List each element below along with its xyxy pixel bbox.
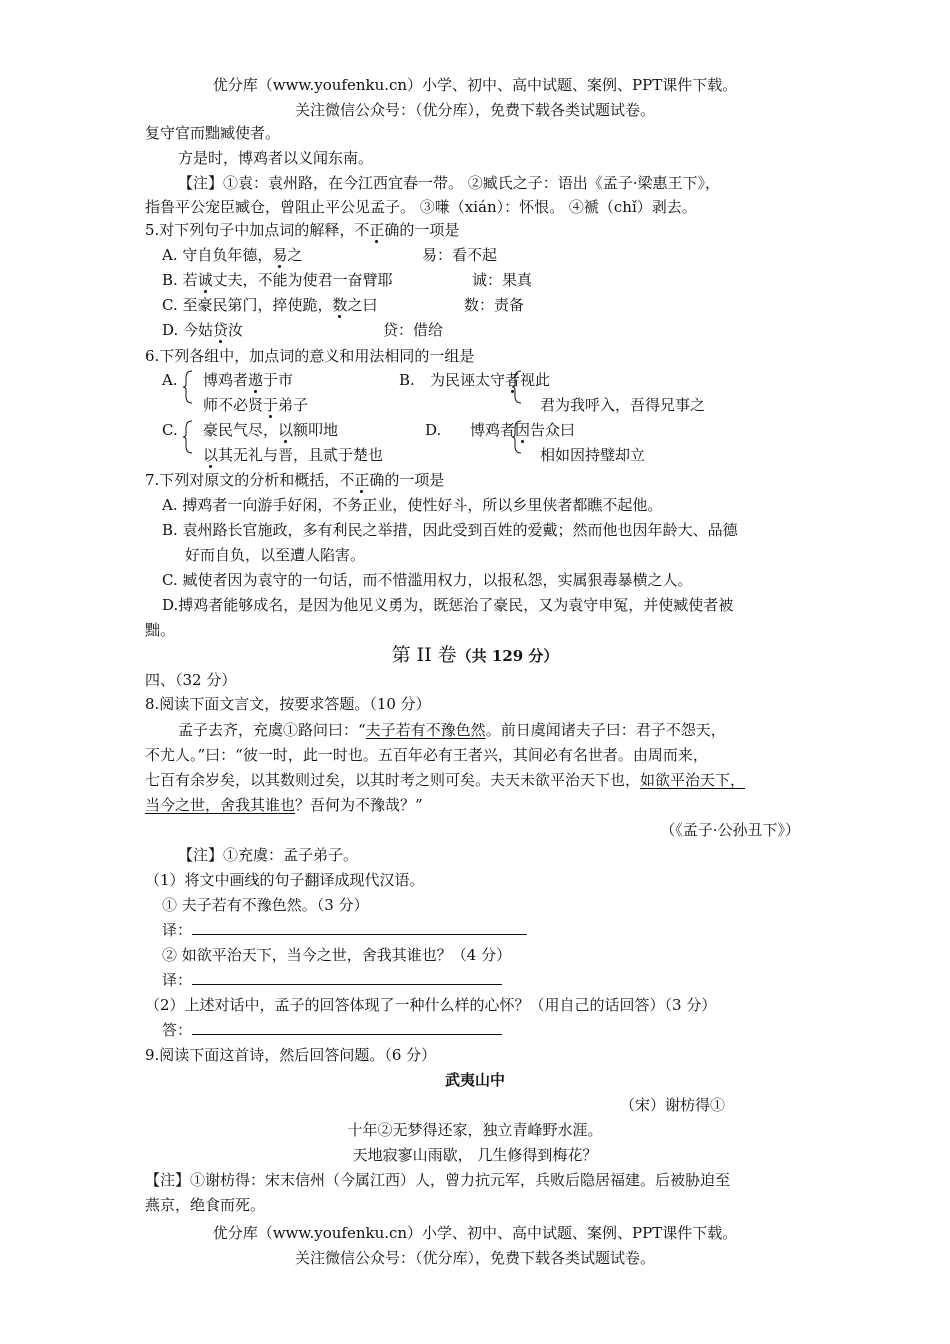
q7-option-d-cont: 黜。 [145, 621, 176, 639]
dotted-word: 数 [332, 296, 348, 314]
underlined-sentence: 如欲平治天下， [640, 771, 746, 789]
dotted-word: 于 [263, 396, 279, 414]
dotted-word: 遨 [248, 371, 264, 389]
dotted-word: 贷 [213, 321, 229, 339]
option-text: 博鸡者 [470, 421, 516, 439]
option-text: 额叩地 [293, 421, 339, 439]
passage-text: 。前日虞闻诸夫子曰：君子不怨天， [485, 721, 726, 739]
passage-line: 复守官而黜臧使者。 [145, 124, 281, 142]
dotted-word: 以 [278, 421, 294, 439]
q6-option-c-line1 [203, 420, 338, 440]
option-text: 师不必贤 [203, 396, 264, 414]
option-text: 丈夫，不能为使君一奋臂耶 [212, 271, 393, 289]
q8-sub2: （2）上述对话中，孟子的回答体现了一种什么样的心怀？（用自己的话回答）（3 分） [145, 996, 717, 1014]
q5-option-c-explanation: 数：责备 [464, 296, 525, 314]
q6-option-c-label: C. [162, 421, 178, 439]
q6-option-b-line2: 君为我呼入，吾得兄事之 [540, 396, 706, 414]
q6-option-b-label: B. [399, 371, 415, 389]
q8-source: （《孟子·公孙丑下》） [660, 821, 800, 839]
q7-stem-text: 7.下列对原文的分析和概括， [145, 471, 340, 489]
passage-line: 方是时，博鸡者以义闻东南。 [178, 149, 374, 167]
dotted-word: 诚 [197, 271, 213, 289]
q5-stem [145, 220, 459, 240]
dotted-word: 因 [515, 421, 531, 439]
answer-blank[interactable] [192, 970, 502, 985]
option-text: 博鸡者 [203, 371, 249, 389]
q5-option-b-explanation: 诚：果真 [472, 271, 533, 289]
q7-emphasis: 不正确 [339, 471, 385, 489]
q6-option-a-label: A. [162, 371, 178, 389]
option-text: 之 [287, 246, 303, 264]
option-text: 其无礼与晋，且贰于楚也 [218, 446, 384, 464]
q8-passage-line [145, 770, 745, 790]
passage-note: 指鲁平公宠臣臧仓，曾阻止平公见孟子。 ③嗛（xián）：怀恨。 ④褫（chǐ）剥去。 [145, 198, 697, 216]
answer-label: 答： [162, 1021, 193, 1039]
q8-answer-row [162, 1020, 502, 1040]
part2-heading [0, 645, 950, 666]
q6-option-d-line1 [470, 420, 575, 440]
q7-option-d: D.搏鸡者能够成名，是因为他见义勇为，既惩治了豪民，又为袁守申冤，并使臧使者被 [162, 596, 734, 614]
q8-answer-row [162, 920, 527, 940]
q7-stem-text: 的一项是 [384, 471, 445, 489]
dotted-word: 以 [203, 446, 219, 464]
q8-note: 【注】①充虞：孟子弟子。 [178, 846, 359, 864]
q9-stem: 9.阅读下面这首诗，然后回答问题。（6 分） [145, 1046, 437, 1064]
option-text: C. 至豪民第门，捽使跪， [162, 296, 333, 314]
section-four-heading: 四、（32 分） [145, 671, 237, 689]
option-text: 弟子 [278, 396, 309, 414]
q5-emphasis: 不正确 [354, 221, 400, 239]
brace-icon [512, 370, 522, 404]
passage-text: 孟子去齐，充虞①路问曰：“ [178, 721, 366, 739]
option-text: 之曰 [347, 296, 378, 314]
option-text: 为民诬太守 [430, 371, 506, 389]
q7-option-b: B. 袁州路长官施政，多有利民之举措，因此受到百姓的爱戴；然而他也因年龄大、品德 [162, 521, 738, 539]
q7-option-a: A. 搏鸡者一向游手好闲，不务正业，使性好斗，所以乡里侠者都瞧不起他。 [162, 496, 663, 514]
option-text: B. 若 [162, 271, 198, 289]
q7-option-c: C. 臧使者因为袁守的一句话，而不惜滥用权力，以报私怨，实属狠毒暴横之人。 [162, 571, 693, 589]
brace-icon [183, 370, 193, 404]
q5-stem-text: 5.对下列句子中加点词的解释， [145, 221, 355, 239]
answer-blank[interactable] [192, 920, 527, 935]
q5-option-a-explanation: 易：看不起 [422, 246, 498, 264]
q8-sub1-item2: ② 如欲平治天下，当今之世，舍我其谁也？（4 分） [162, 946, 512, 964]
page-header-line1: 优分库（www.youfenku.cn）小学、初中、高中试题、案例、PPT课件下载。 [212, 76, 738, 94]
q8-passage-line [178, 720, 726, 740]
q5-option-a [162, 245, 302, 265]
part2-title: 第 II 卷 [391, 644, 457, 666]
q8-passage-line [145, 795, 423, 815]
page-footer-line1: 优分库（www.youfenku.cn）小学、初中、高中试题、案例、PPT课件下载。 [212, 1224, 738, 1242]
answer-label: 译： [162, 971, 193, 989]
passage-text: ？吾何为不豫哉？” [295, 796, 423, 814]
q5-option-b [162, 270, 393, 290]
option-text: 于市 [263, 371, 294, 389]
q6-option-a-line1 [203, 370, 293, 390]
brace-icon [512, 420, 522, 454]
underlined-sentence: 当今之世，舍我其谁也 [145, 796, 296, 814]
dotted-word: 易 [272, 246, 288, 264]
q8-stem: 8.阅读下面文言文，按要求答题。（10 分） [145, 695, 431, 713]
option-text: 豪民气尽， [203, 421, 279, 439]
option-text: A. 守自负年德， [162, 246, 273, 264]
q6-stem: 6.下列各组中，加点词的意义和用法相同的一组是 [145, 347, 475, 365]
page-footer-line2: 关注微信公众号：（优分库），免费下载各类试题试卷。 [294, 1249, 655, 1267]
dotted-word: 者 [505, 371, 521, 389]
option-text: 视此 [520, 371, 551, 389]
poem-line: 天地寂寥山雨歇， 几生修得到梅花？ [352, 1146, 598, 1164]
q6-option-c-line2 [203, 445, 383, 465]
passage-text: 七百有余岁矣，以其数则过矣，以其时考之则可矣。夫天未欲平治天下也， [145, 771, 641, 789]
q5-option-c [162, 295, 378, 315]
q8-sub1: （1）将文中画线的句子翻译成现代汉语。 [145, 871, 425, 889]
option-text: 汝 [228, 321, 244, 339]
underlined-sentence: 夫子若有不豫色然 [365, 721, 486, 739]
q6-option-d-label: D. [425, 421, 442, 439]
poem-title: 武夷山中 [444, 1071, 505, 1089]
q8-sub1-item1: ① 夫子若有不豫色然。（3 分） [162, 896, 369, 914]
poem-author: （宋）谢枋得① [620, 1096, 726, 1114]
part2-score: （共 129 分） [456, 647, 559, 665]
q6-option-d-line2: 相如因持璧却立 [540, 446, 646, 464]
option-text: D. 今姑 [162, 321, 214, 339]
passage-note: 【注】①袁：袁州路，在今江西宜春一带。 ②臧氏之子：语出《孟子·梁惠王下》， [178, 174, 721, 192]
page-header-line2: 关注微信公众号：（优分库），免费下载各类试题试卷。 [294, 101, 655, 119]
brace-icon [183, 420, 193, 454]
option-text: 告众曰 [530, 421, 576, 439]
q6-option-a-line2 [203, 395, 308, 415]
q5-stem-text: 的一项是 [399, 221, 460, 239]
answer-blank[interactable] [192, 1020, 502, 1035]
poem-note: 【注】①谢枋得：宋末信州（今属江西）人，曾力抗元军，兵败后隐居福建。后被胁迫至 [145, 1171, 731, 1189]
q7-stem [145, 470, 444, 490]
q7-option-b-cont: 好而自负，以至遭人陷害。 [185, 546, 366, 564]
poem-line: 十年②无梦得还家，独立青峰野水涯。 [347, 1121, 603, 1139]
answer-label: 译： [162, 921, 193, 939]
q5-option-d [162, 320, 243, 340]
poem-note: 燕京，绝食而死。 [145, 1196, 266, 1214]
q8-answer-row [162, 970, 502, 990]
q5-option-d-explanation: 贷：借给 [383, 321, 444, 339]
q6-option-b-line1 [430, 370, 550, 390]
q8-passage-line: 不尤人。”曰：“彼一时，此一时也。五百年必有王者兴，其间必有名世者。由周而来， [145, 746, 708, 764]
